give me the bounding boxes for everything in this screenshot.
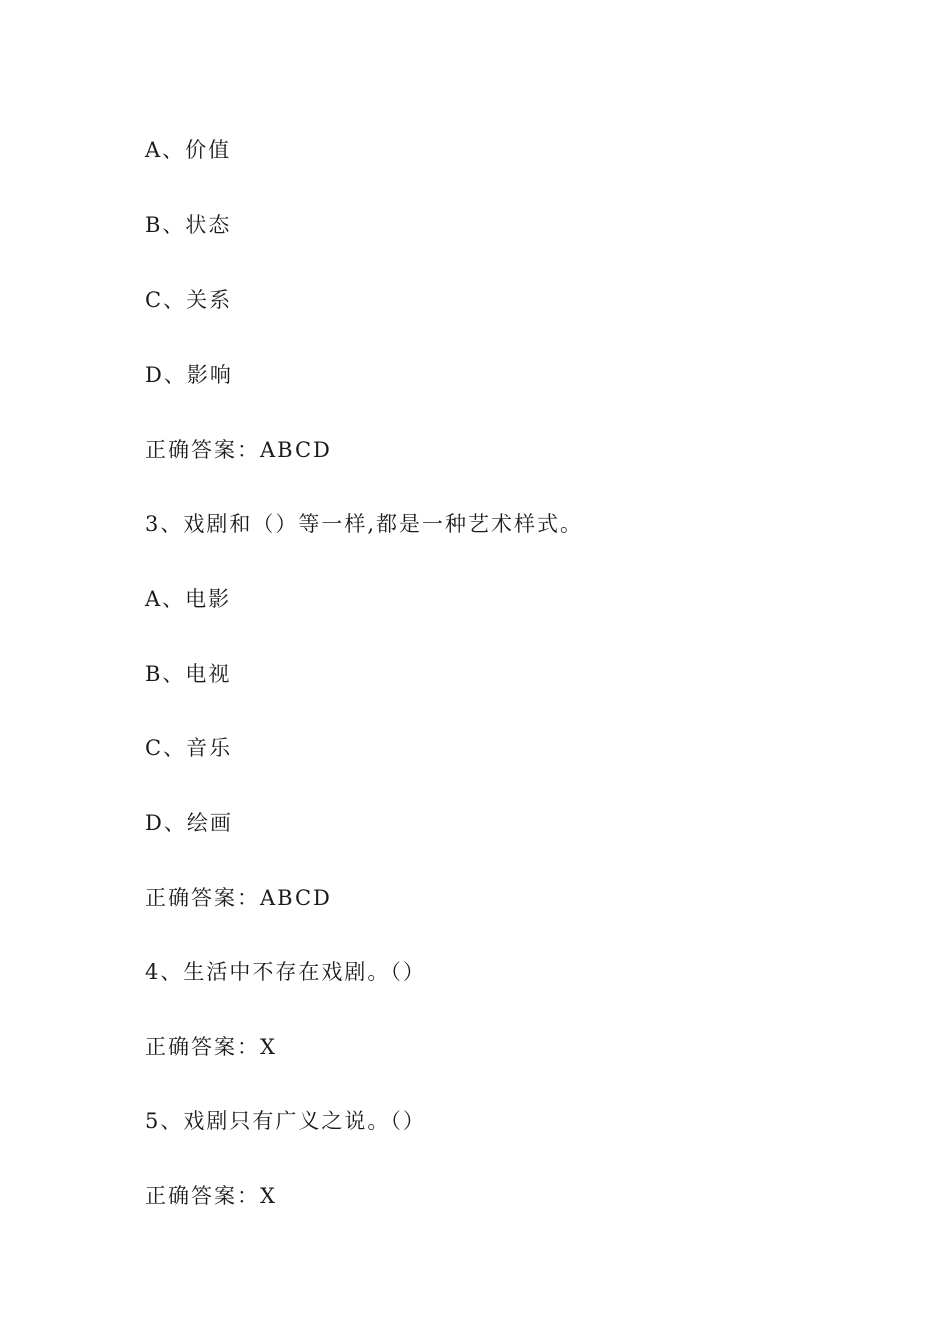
question-3: 3、戏剧和（）等一样,都是一种艺术样式。: [145, 512, 584, 536]
option-a-film: A、电影: [145, 587, 232, 611]
answer-q5: 正确答案：X: [145, 1184, 277, 1208]
answer-q3: 正确答案：ABCD: [145, 886, 332, 910]
option-d-influence: D、影响: [145, 363, 233, 387]
option-b-state: B、状态: [145, 213, 232, 237]
option-c-music: C、音乐: [145, 736, 233, 760]
option-d-painting: D、绘画: [145, 811, 233, 835]
question-5: 5、戏剧只有广义之说。（）: [145, 1109, 426, 1133]
option-c-relation: C、关系: [145, 288, 233, 312]
answer-q4: 正确答案：X: [145, 1035, 277, 1059]
question-4: 4、生活中不存在戏剧。（）: [145, 960, 426, 984]
option-b-tv: B、电视: [145, 662, 232, 686]
answer-q2: 正确答案：ABCD: [145, 438, 332, 462]
option-a-value: A、价值: [145, 138, 232, 162]
